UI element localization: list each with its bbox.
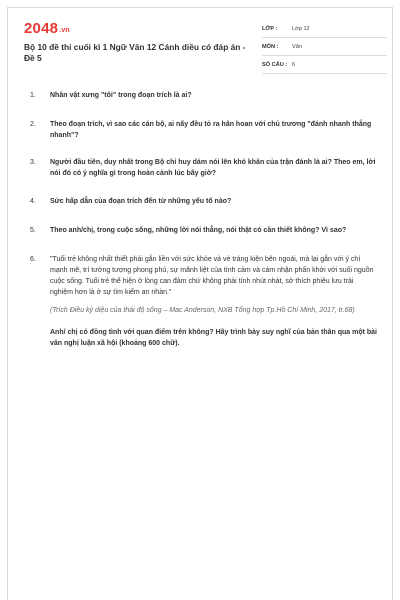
quote-citation: (Trích Điều kỳ diệu của thái độ sống – Mac Anderson, NXB Tổng hợp Tp.Hồ Chí Minh, 2017, tr.68) [50, 307, 355, 314]
logo-suffix: .vn [59, 27, 70, 34]
question-item-2 [30, 119, 378, 141]
question-number: 3. [30, 159, 36, 166]
question-number: 6. [30, 256, 36, 263]
site-logo[interactable] [24, 20, 70, 37]
document-meta [262, 20, 387, 74]
meta-label-class: LỚP : [262, 25, 278, 32]
question-item-1 [30, 90, 378, 101]
question-number: 5. [30, 227, 36, 234]
meta-row-class [262, 20, 387, 38]
essay-task: Anh/ chị có đồng tình với quan điểm trên không? Hãy trình bày suy nghĩ của bản thân qua một bài văn nghị luận xã hội (khoảng 600 chữ). [50, 329, 377, 347]
question-text: Sức hấp dẫn của đoạn trích đến từ những yếu tố nào? [50, 198, 232, 205]
question-text: Theo đoạn trích, vì sao các cán bộ, ai nấy đều tỏ ra hân hoan với chủ trương "đánh nhanh thắng nhanh"? [50, 121, 372, 139]
question-number: 4. [30, 198, 36, 205]
question-6-body [50, 254, 378, 349]
question-item-3 [30, 157, 378, 179]
question-text: Người đầu tiên, duy nhất trong Bộ chỉ huy dám nói lên khó khăn của trận đánh là ai? Theo em, lời nói đó có ý nghĩa gì trong hoàn cảnh lúc bấy giờ? [50, 159, 376, 177]
meta-row-subject [262, 38, 387, 56]
question-list [30, 90, 378, 349]
meta-value-subject: Văn [292, 43, 302, 50]
meta-value-class: Lớp 12 [292, 25, 310, 32]
meta-label-question-count: SỐ CÂU : [262, 61, 288, 68]
meta-label-subject: MÔN : [262, 43, 279, 50]
document-page [7, 7, 393, 600]
quoted-passage: "Tuổi trẻ không nhất thiết phải gắn liền với sức khỏe và vẻ tráng kiện bên ngoài, mà lại gắn với ý chí mạnh mẽ, trí tưởng tượng phong phú, sự mãnh liệt của tình cảm và cảm nhận phấn khởi với suối nguồn cuộc sống. Tuổi trẻ thể hiện ở lòng can đảm chứ không phải tính nhút nhát, sở thích phiêu lưu trải nghiệm hơn là ở sự tìm kiếm an nhàn." [50, 256, 374, 296]
meta-row-question-count [262, 56, 387, 74]
logo-main: 2048 [24, 20, 59, 37]
question-text: Nhân vật xưng "tôi" trong đoạn trích là ai? [50, 92, 192, 99]
meta-value-question-count: 6 [292, 61, 296, 68]
question-text: Theo anh/chị, trong cuộc sống, những lời nói thẳng, nói thật có cần thiết không? Vì sao? [50, 227, 347, 234]
question-number: 1. [30, 92, 36, 99]
question-number: 2. [30, 121, 36, 128]
question-item-5 [30, 225, 378, 236]
question-item-6 [30, 254, 378, 349]
question-item-4 [30, 196, 378, 207]
document-title: Bộ 10 đề thi cuối kì 1 Ngữ Văn 12 Cánh diều có đáp án - Đề 5 [24, 42, 246, 63]
